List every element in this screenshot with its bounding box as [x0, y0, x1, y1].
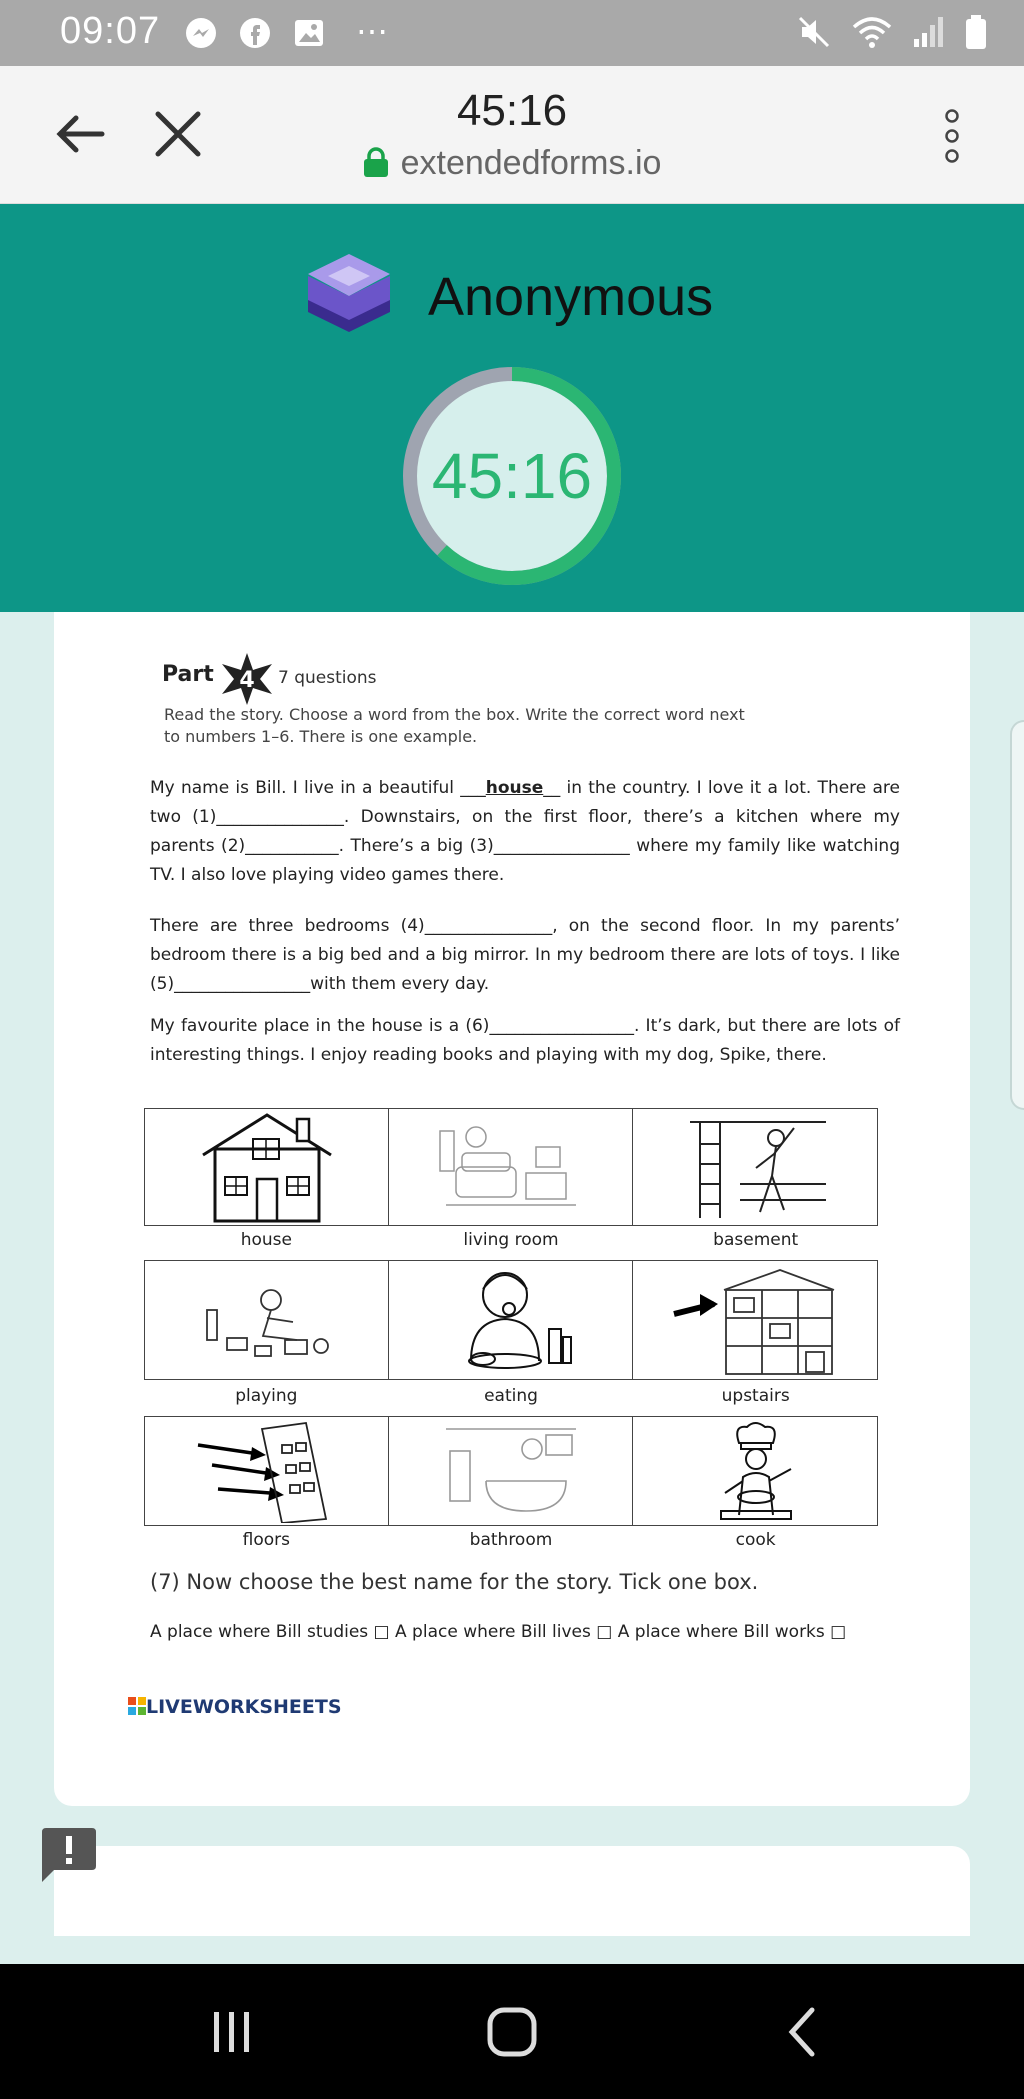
home-icon[interactable] [484, 2004, 540, 2060]
battery-icon [964, 14, 988, 50]
messenger-icon [184, 16, 218, 50]
question-7: (7) Now choose the best name for the story. Tick one box. [150, 1570, 759, 1594]
browser-toolbar [0, 66, 1024, 204]
bathroom-drawing-icon [436, 1421, 586, 1521]
word-label: living room [463, 1230, 559, 1250]
gallery-icon [292, 16, 326, 50]
worksheet-card [54, 612, 970, 1806]
story-text: . Downstairs, on the first floor, there’s a kitchen where my parents (2) [150, 807, 900, 856]
story-text: My name is Bill. I live in a beautiful [150, 778, 461, 798]
page-title: 45:16 [456, 86, 568, 135]
eating-drawing-icon [441, 1265, 581, 1375]
house-picture [145, 1109, 389, 1225]
word-labels-row-3 [144, 1530, 878, 1550]
story-text: , on the second floor. In my parents’ bedroom there is a big bed and a big mirror. In my bedroom there are lots of toys. I like (5) [150, 916, 901, 994]
side-scroll-handle[interactable] [1010, 720, 1024, 1110]
more-notifications-icon: ⋯ [356, 13, 388, 49]
status-right [796, 14, 988, 50]
story-text: . There’s a big (3) [338, 836, 494, 856]
word-box-row-2 [144, 1260, 878, 1380]
eating-picture [389, 1261, 633, 1379]
word-label: playing [235, 1386, 298, 1406]
story-text: in the country. I love it a lot. There are two (1) [150, 778, 900, 827]
part-star-badge [220, 652, 274, 706]
url-text: extendedforms.io [400, 144, 662, 182]
page-bottom-edge [0, 1936, 1024, 1964]
playing-drawing-icon [197, 1270, 337, 1370]
story-title-options[interactable]: A place where Bill studies □ A place where Bill lives □ A place where Bill works □ [150, 1622, 847, 1642]
feedback-icon[interactable] [40, 1826, 98, 1882]
liveworksheets-logo-icon [128, 1697, 146, 1715]
living-room-drawing-icon [436, 1117, 586, 1217]
word-label: bathroom [469, 1530, 553, 1550]
word-label: house [240, 1230, 292, 1250]
playing-picture [145, 1261, 389, 1379]
user-name: Anonymous [428, 267, 714, 327]
answer-blank-5[interactable]: ________________ [174, 974, 311, 994]
liveworksheets-brand [128, 1696, 342, 1718]
basement-drawing-icon [680, 1114, 830, 1220]
upstairs-picture [633, 1261, 877, 1379]
answer-blank-6[interactable]: _________________ [489, 1016, 634, 1036]
word-label: eating [484, 1386, 538, 1406]
house-drawing-icon [197, 1111, 337, 1223]
quiz-header [0, 204, 1024, 612]
story-paragraph-3 [150, 1012, 900, 1070]
recent-apps-icon[interactable] [204, 2004, 260, 2060]
word-labels-row-1 [144, 1230, 878, 1250]
word-box-row-3 [144, 1416, 878, 1526]
story-text: where my family like watching TV. I also love playing video games there. [150, 836, 900, 885]
example-blank-tail: __ [543, 778, 561, 798]
story-text: with them every day. [310, 974, 490, 994]
answer-blank-4[interactable]: _______________ [424, 916, 553, 936]
facebook-icon [238, 16, 272, 50]
floors-picture [145, 1417, 389, 1525]
app-logo-icon [304, 250, 394, 350]
instructions [164, 704, 784, 748]
bathroom-picture [389, 1417, 633, 1525]
story-text: . It’s dark, but there are lots of interesting things. I enjoy reading books and playing with my dog, Spike, there. [150, 1016, 900, 1065]
part-label: Part [162, 662, 214, 687]
countdown-timer [398, 362, 626, 590]
word-label: basement [713, 1230, 799, 1250]
mute-icon [796, 14, 832, 50]
story-paragraph-1 [150, 774, 900, 890]
word-label: upstairs [721, 1386, 790, 1406]
word-box-row-1 [144, 1108, 878, 1226]
part-number: 4 [239, 668, 255, 693]
more-options-icon[interactable] [942, 106, 962, 166]
signal-icon [912, 15, 944, 49]
basement-picture [633, 1109, 877, 1225]
word-label: cook [735, 1530, 776, 1550]
back-icon[interactable] [776, 2004, 832, 2060]
floors-drawing-icon [182, 1419, 352, 1523]
brand-text: LIVEWORKSHEETS [146, 1696, 342, 1718]
example-answer: house [485, 778, 544, 798]
url-bar[interactable] [0, 144, 1024, 183]
lock-icon [363, 147, 389, 177]
timer-text: 45:16 [431, 440, 593, 512]
upstairs-drawing-icon [670, 1264, 840, 1376]
status-time: 09:07 [60, 10, 161, 52]
answer-blank-1[interactable]: _______________ [216, 807, 344, 827]
wifi-icon [852, 15, 892, 49]
word-labels-row-2 [144, 1386, 878, 1406]
question-count: 7 questions [278, 668, 377, 688]
status-bar [0, 0, 1024, 66]
answer-blank-3[interactable]: ________________ [493, 836, 630, 856]
story-text: There are three bedrooms (4) [150, 916, 425, 936]
cook-drawing-icon [695, 1419, 815, 1523]
word-label: floors [242, 1530, 290, 1550]
android-nav-bar [0, 1964, 1024, 2099]
cook-picture [633, 1417, 877, 1525]
story-paragraph-2 [150, 912, 900, 999]
instructions-line-1: Read the story. Choose a word from the box. Write the correct word next [164, 705, 745, 724]
instructions-line-2: to numbers 1–6. There is one example. [164, 727, 478, 746]
answer-blank-2[interactable]: ___________ [245, 836, 339, 856]
story-text: My favourite place in the house is a (6) [150, 1016, 490, 1036]
living-room-picture [389, 1109, 633, 1225]
example-blank-lead: ___ [460, 778, 486, 798]
